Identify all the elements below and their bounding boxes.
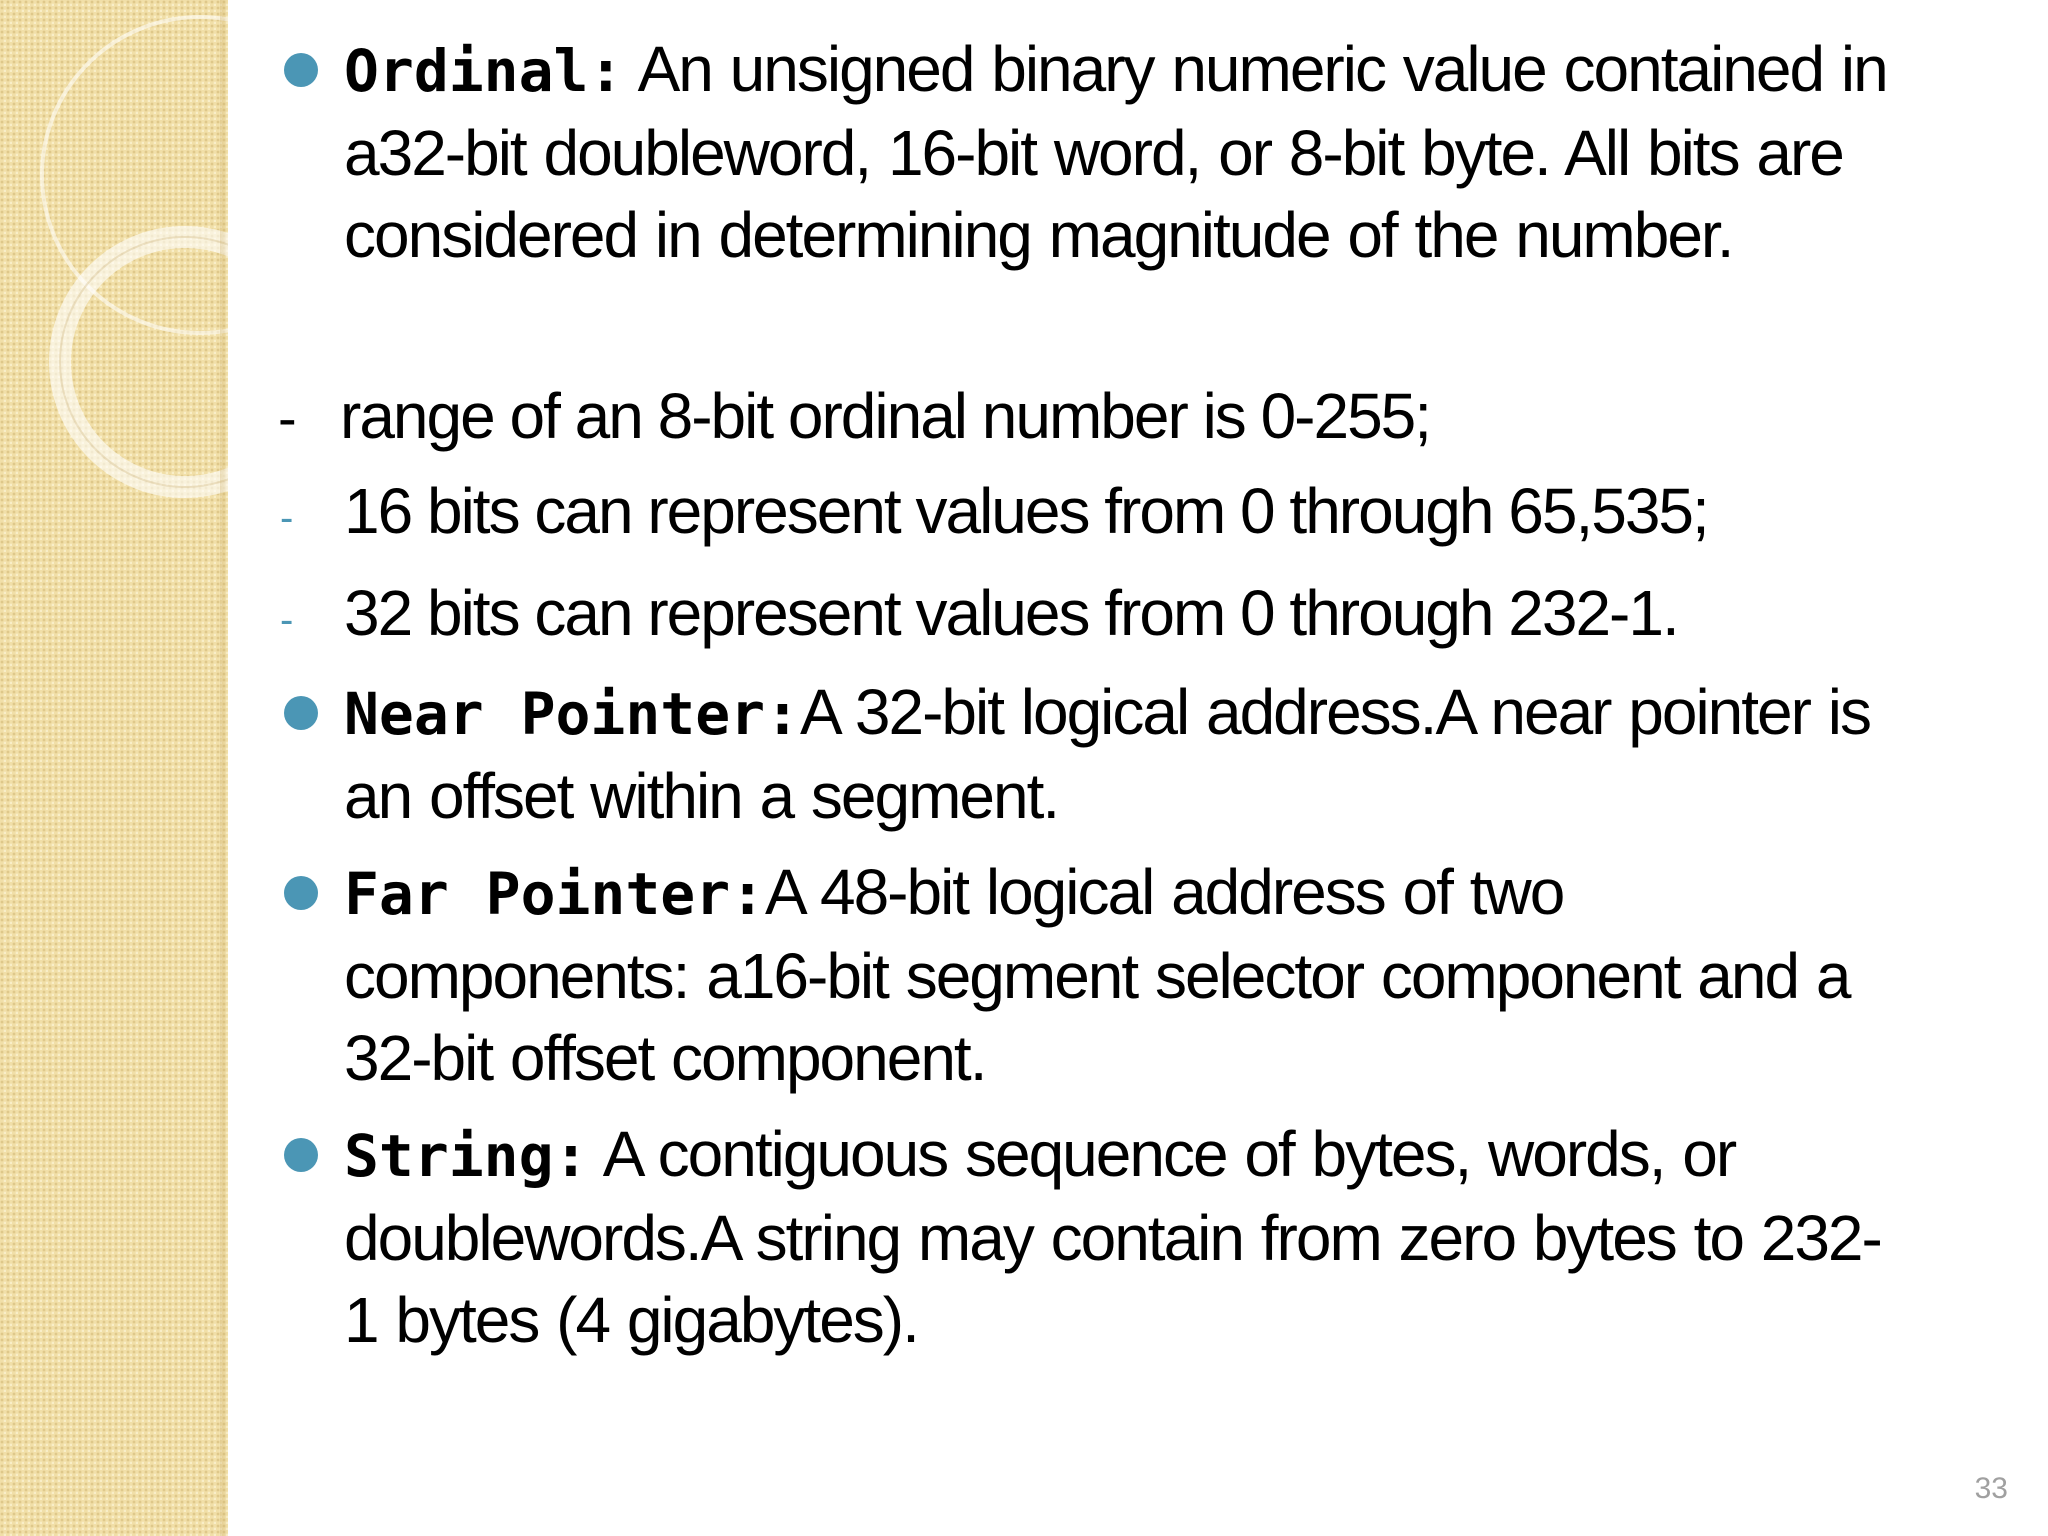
sub-item-marker: - bbox=[278, 386, 297, 449]
term-near-pointer: Near Pointer: bbox=[344, 680, 800, 748]
bullet-item-far-pointer bbox=[344, 851, 1904, 1099]
slide-page-number: 33 bbox=[1974, 1472, 2008, 1505]
bullet-item-string bbox=[344, 1113, 1904, 1361]
bullet-dot-icon bbox=[284, 53, 318, 87]
term-far-pointer: Far Pointer: bbox=[344, 860, 766, 928]
description-near-pointer: A 32-bit logical address.A near pointer is an offset within a segment. bbox=[344, 676, 1870, 832]
description-ordinal: An unsigned binary numeric value contained in a32-bit doubleword, 16-bit word, or 8-bit byte. All bits are considered in determining magnitude of the number. bbox=[344, 33, 1887, 271]
bullet-item-near-pointer bbox=[344, 671, 1904, 837]
term-ordinal: Ordinal: bbox=[344, 37, 624, 105]
term-string: String: bbox=[344, 1122, 589, 1190]
sub-item-marker: - bbox=[280, 598, 294, 642]
bullet-dot-icon bbox=[284, 876, 318, 910]
sub-item-8bit-range: range of an 8-bit ordinal number is 0-255; bbox=[340, 380, 1431, 452]
sub-item-16bit-range: 16 bits can represent values from 0 through 65,535; bbox=[344, 475, 1708, 547]
sub-item-marker: - bbox=[280, 496, 294, 540]
bullet-dot-icon bbox=[284, 1138, 318, 1172]
sub-item-32bit-range: 32 bits can represent values from 0 through 232-1. bbox=[344, 577, 1678, 649]
bullet-dot-icon bbox=[284, 696, 318, 730]
description-far-pointer: A 48-bit logical address of two components: a16-bit segment selector component and a 32-bit offset component. bbox=[344, 856, 1850, 1094]
bullet-item-ordinal bbox=[344, 28, 1904, 276]
description-string: A contiguous sequence of bytes, words, or doublewords.A string may contain from zero bytes to 232-1 bytes (4 gigabytes). bbox=[344, 1118, 1881, 1356]
